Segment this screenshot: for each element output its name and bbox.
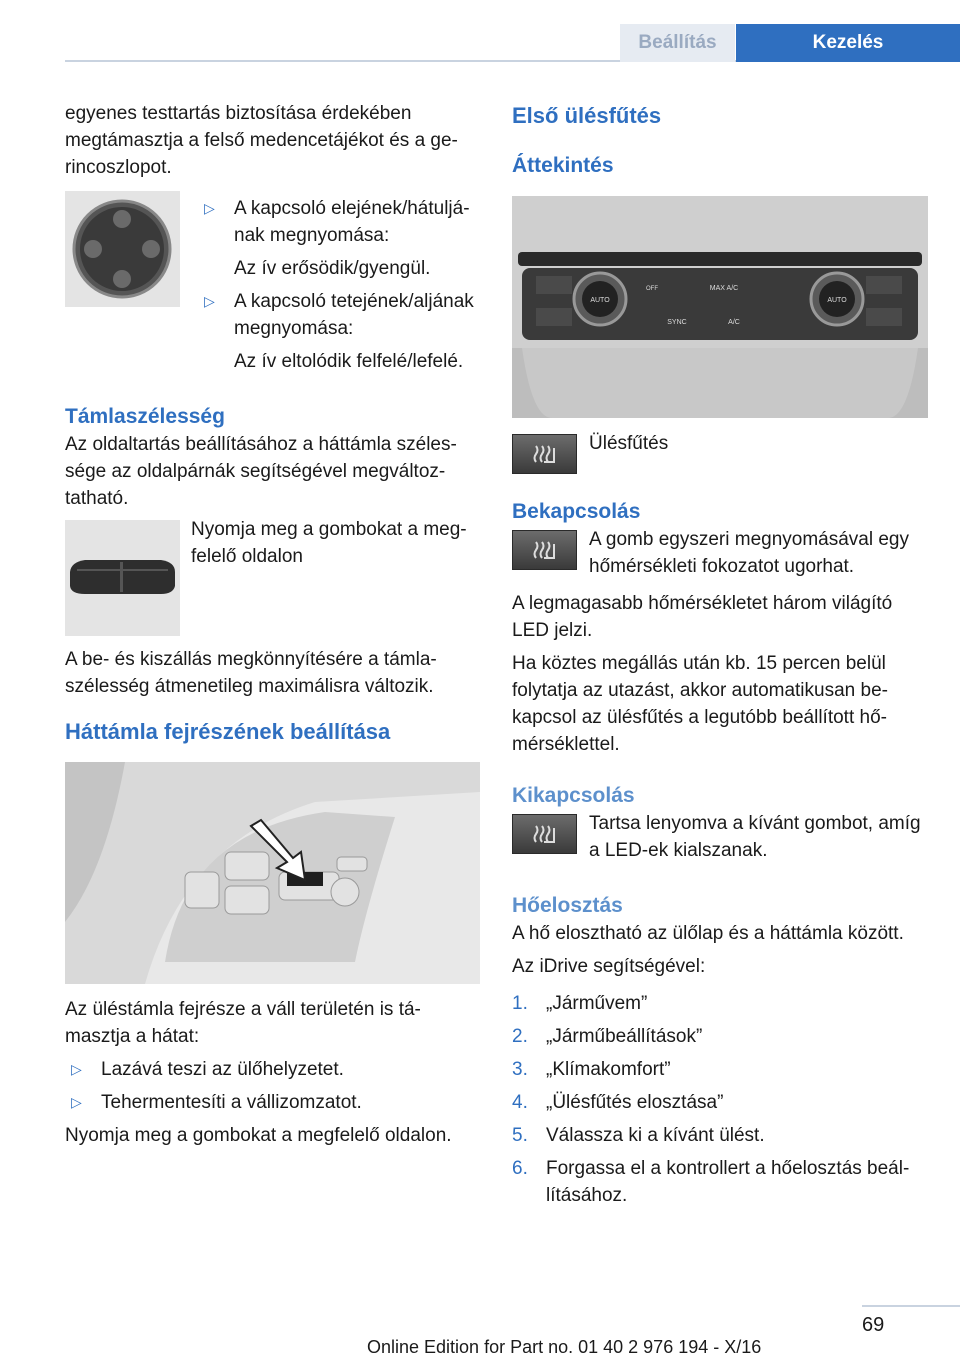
width-section <box>65 520 480 636</box>
idrive-text: Az iDrive segítségével: <box>512 956 706 977</box>
off-heading: Kikapcsolás <box>512 784 635 807</box>
backrest-width-heading: Támlaszélesség <box>65 405 225 428</box>
footer-rule <box>862 1305 960 1307</box>
tab-beallitas[interactable]: Beállítás <box>620 24 735 62</box>
triangle-bullet-icon: ▷ <box>71 1094 82 1110</box>
right-column <box>512 100 928 1215</box>
panel-sync-label: SYNC <box>667 319 687 326</box>
seat-heating-button-icon <box>512 814 577 854</box>
head-list <box>65 1056 480 1116</box>
panel-off-label: OFF <box>646 286 658 292</box>
list-item: 6. Forgassa el a kontrollert a hőelosztás beál-lításához. <box>512 1158 910 1206</box>
off-section <box>512 814 928 870</box>
width-button-image <box>65 520 180 636</box>
page-number: 69 <box>862 1314 885 1336</box>
lumbar-list <box>198 195 480 381</box>
lumbar-section <box>65 195 480 381</box>
seat-heating-label: Ülésfűtés <box>589 433 669 454</box>
intro-text: egyenes testtartás biztosítása érdekében megtámasztja a felső medencetájékot és a ge-rincoszlopot. <box>65 103 458 178</box>
list-item: ▷ A kapcsoló tetejének/aljának megnyomása: Az ív eltolódik felfelé/lefelé. <box>198 288 480 375</box>
head-text: Az üléstámla fejrésze a váll területén is tá-masztja a hátat: <box>65 999 421 1047</box>
on-paragraph-2: Ha köztes megállás után kb. 15 percen belül folytatja az utazást, akkor automatikusan be-kapcsol az ülésfűtés a legutóbb beállított hő-mérséklettel. <box>512 653 888 755</box>
entry-text: A be- és kiszállás megkönnyítésére a támla-szélesség átmenetileg maximálisra változik. <box>65 649 437 697</box>
panel-auto-label-left: AUTO <box>590 297 610 304</box>
triangle-bullet-icon: ▷ <box>204 200 215 216</box>
seat-heating-label-row <box>512 434 928 474</box>
list-item: ▷ Lazává teszi az ülőhelyzetet. <box>65 1056 480 1083</box>
list-item: ▷ A kapcsoló elejének/hátuljá-nak megnyomása: Az ív erősödik/gyengül. <box>198 195 480 282</box>
steps-list <box>512 990 928 1209</box>
head-heading: Háttámla fejrészének beállítása <box>65 719 391 744</box>
heating-heading: Első ülésfűtés <box>512 103 662 128</box>
on-text: A gomb egyszeri megnyomásával egy hőmérsékleti fokozatot ugorhat. <box>589 529 909 577</box>
climate-panel-image <box>512 196 928 418</box>
list-item: 1. „Járművem” <box>512 993 648 1014</box>
lumbar-switch-image <box>65 191 180 307</box>
edition-text: Online Edition for Part no. 01 40 2 976 194 - X/16 <box>367 1337 762 1357</box>
seat-controls-image <box>65 762 480 984</box>
panel-auto-label-right: AUTO <box>827 297 847 304</box>
distribution-text: A hő elosztható az ülőlap és a háttámla között. <box>512 923 904 944</box>
off-text: Tartsa lenyomva a kívánt gombot, amíg a LED-ek kialszanak. <box>589 813 921 861</box>
on-paragraph-1: A legmagasabb hőmérsékletet három világító LED jelzi. <box>512 593 893 641</box>
tab-kezeles[interactable]: Kezelés <box>736 24 960 62</box>
panel-max-ac-label: MAX A/C <box>709 285 739 292</box>
list-item: 2. „Járműbeállítások” <box>512 1026 703 1047</box>
seat-heating-button-icon <box>512 530 577 570</box>
backrest-width-text: Az oldaltartás beállításához a háttámla széles-sége az oldalpárnák segítségével megváltoz-tatható. <box>65 434 457 509</box>
width-button-text: Nyomja meg a gombokat a meg-felelő oldalon <box>191 519 467 567</box>
seat-heating-icon <box>512 434 577 474</box>
triangle-bullet-icon: ▷ <box>71 1061 82 1077</box>
on-heading: Bekapcsolás <box>512 500 641 523</box>
overview-heading: Áttekintés <box>512 154 614 177</box>
list-item: 4. „Ülésfűtés elosztása” <box>512 1092 724 1113</box>
list-item: ▷ Tehermentesíti a vállizomzatot. <box>65 1089 480 1116</box>
on-section <box>512 530 928 586</box>
list-item: 3. „Klímakomfort” <box>512 1059 671 1080</box>
panel-ac-label: A/C <box>728 319 740 326</box>
head-final-text: Nyomja meg a gombokat a megfelelő oldalon. <box>65 1125 452 1146</box>
left-column <box>65 100 480 1155</box>
triangle-bullet-icon: ▷ <box>204 293 215 309</box>
distribution-heading: Hőelosztás <box>512 894 623 917</box>
list-item: 5. Válassza ki a kívánt ülést. <box>512 1125 765 1146</box>
